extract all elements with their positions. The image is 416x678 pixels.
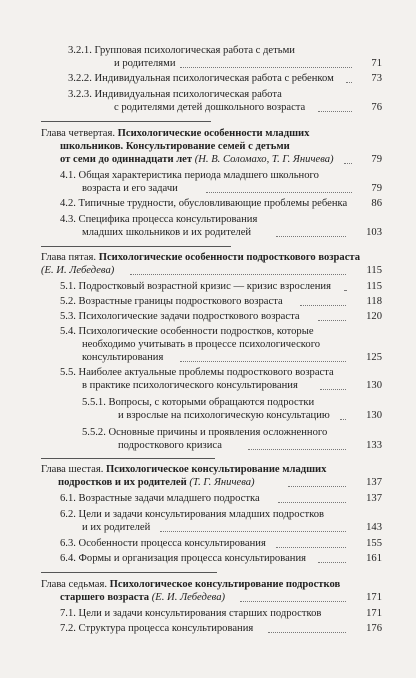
toc-entry-6-1 [60, 492, 260, 506]
dot-leader [276, 236, 346, 237]
chapter-prefix: Глава четвертая. [41, 128, 115, 139]
entry-title: Типичные трудности, обусловливающие проблемы ребенка [78, 198, 348, 209]
entry-number: 4.3. [60, 214, 76, 225]
chapter-authors: (Т. Г. Яничева) [189, 477, 255, 488]
chapter-title: Психологические особенности младших [117, 128, 310, 139]
page-number: 130 [366, 380, 382, 391]
page-number: 120 [366, 311, 382, 322]
entry-number: 6.2. [60, 509, 76, 520]
chapter-6-heading [41, 463, 326, 477]
toc-entry-5-2 [60, 295, 283, 309]
toc-entry-5-5-1 [82, 396, 314, 410]
toc-entry-3-2-1 [68, 44, 295, 58]
entry-title: Специфика процесса консультирования [78, 214, 258, 225]
entry-number: 7.1. [60, 608, 76, 619]
chapter-rule [41, 121, 211, 122]
page-number: 79 [371, 154, 382, 165]
dot-leader [318, 111, 352, 112]
page-number: 130 [366, 410, 382, 421]
chapter-5-heading [41, 251, 360, 265]
page-number: 76 [371, 102, 382, 113]
entry-title: Возрастные задачи младшего подростка [78, 493, 260, 504]
chapter-4-title-end [60, 153, 334, 167]
entry-title: Общая характеристика периода младшего школьного [78, 170, 319, 181]
chapter-prefix: Глава шестая. [41, 464, 104, 475]
toc-entry-6-4 [60, 552, 306, 566]
page-number: 115 [366, 265, 382, 276]
toc-entry-5-5-1-cont [118, 409, 330, 423]
page-number: 103 [366, 227, 382, 238]
page-number: 115 [366, 281, 382, 292]
entry-number: 5.2. [60, 296, 76, 307]
toc-entry-5-5 [60, 366, 334, 380]
toc-entry-5-5-2-cont [118, 439, 222, 453]
dot-leader [344, 290, 346, 291]
entry-title: Структура процесса консультирования [78, 623, 254, 634]
page-number: 137 [366, 493, 382, 504]
dot-leader [320, 389, 346, 390]
page-number: 143 [366, 522, 382, 533]
entry-title: Вопросы, с которыми обращаются подростки [108, 397, 315, 408]
entry-title: Особенности процесса консультирования [78, 538, 266, 549]
chapter-rule [41, 572, 217, 573]
dot-leader [160, 531, 346, 532]
chapter-rule [41, 246, 231, 247]
entry-number: 6.3. [60, 538, 76, 549]
chapter-title-cont: старшего возраста [60, 592, 150, 603]
entry-title: Цели и задачи консультирования старших подростков [78, 608, 322, 619]
toc-entry-5-4-end [82, 351, 163, 365]
chapter-title-cont: школьников. Консультирование семей с детьми [60, 141, 290, 152]
entry-title-end: консультирования [82, 352, 164, 363]
entry-number: 4.1. [60, 170, 76, 181]
dot-leader [180, 67, 352, 68]
toc-entry-4-1 [60, 169, 319, 183]
entry-number: 6.4. [60, 553, 76, 564]
chapter-7-heading [41, 578, 340, 592]
chapter-title: Психологическое консультирование подростков [109, 579, 341, 590]
page-number: 137 [366, 477, 382, 488]
page-number: 79 [371, 183, 382, 194]
dot-leader [180, 361, 346, 362]
dot-leader [240, 601, 346, 602]
chapter-rule [41, 458, 215, 459]
entry-number: 5.1. [60, 281, 76, 292]
entry-title-cont: и их родителей [82, 522, 151, 533]
page-number: 171 [366, 608, 382, 619]
page-number: 73 [371, 73, 382, 84]
dot-leader [318, 320, 346, 321]
chapter-authors: (Н. В. Соломахо, Т. Г. Яничева) [194, 154, 334, 165]
page-number: 176 [366, 623, 382, 634]
entry-number: 7.2. [60, 623, 76, 634]
entry-title-cont: в практике психологического консультирования [82, 380, 298, 391]
entry-title: Подростковый возрастной кризис — кризис взросления [78, 281, 331, 292]
entry-number: 5.4. [60, 326, 76, 337]
page-number: 133 [366, 440, 382, 451]
toc-entry-7-2 [60, 622, 253, 636]
entry-title: Индивидуальная психологическая работа [94, 89, 282, 100]
chapter-5-authors [41, 264, 114, 278]
entry-number: 5.5.2. [82, 427, 106, 438]
dot-leader [268, 632, 346, 633]
toc-entry-4-1-cont [82, 182, 178, 196]
toc-entry-5-1 [60, 280, 331, 294]
dot-leader [300, 305, 346, 306]
chapter-authors: (Е. И. Лебедева) [41, 265, 115, 276]
dot-leader [346, 82, 352, 83]
toc-entry-6-2-cont [82, 521, 150, 535]
entry-title-cont: необходимо учитывать в процессе психологического [82, 339, 321, 350]
chapter-7-title-cont [60, 591, 225, 605]
dot-leader [278, 502, 346, 503]
entry-title: Основные причины и проявления осложненного [108, 427, 328, 438]
toc-entry-4-2 [60, 197, 347, 211]
page-number: 86 [371, 198, 382, 209]
entry-title: Психологические задачи подросткового возраста [78, 311, 300, 322]
chapter-title-cont: подростков и их родителей [58, 477, 187, 488]
chapter-4-heading [41, 127, 309, 141]
entry-title-cont: с родителями детей дошкольного возраста [114, 102, 306, 113]
dot-leader [248, 449, 346, 450]
entry-title-cont: младших школьников и их родителей [82, 227, 252, 238]
toc-entry-6-2 [60, 508, 324, 522]
entry-number: 5.5. [60, 367, 76, 378]
dot-leader [344, 163, 352, 164]
entry-number: 4.2. [60, 198, 76, 209]
entry-number: 5.3. [60, 311, 76, 322]
entry-number: 3.2.3. [68, 89, 92, 100]
page-number: 71 [371, 58, 382, 69]
chapter-prefix: Глава пятая. [41, 252, 97, 263]
entry-title: Групповая психологическая работа с детьми [94, 45, 295, 56]
page-number: 125 [366, 352, 382, 363]
page-number: 161 [366, 553, 382, 564]
entry-number: 3.2.2. [68, 73, 92, 84]
toc-entry-7-1 [60, 607, 321, 621]
toc-entry-5-4 [60, 325, 314, 339]
entry-title: Цели и задачи консультирования младших подростков [78, 509, 325, 520]
toc-entry-4-3 [60, 213, 257, 227]
entry-title: Возрастные границы подросткового возраста [78, 296, 283, 307]
toc-entry-5-3 [60, 310, 300, 324]
toc-entry-3-2-2 [68, 72, 334, 86]
entry-title: Наиболее актуальные проблемы подросткового возраста [78, 367, 334, 378]
toc-entry-4-3-cont [82, 226, 251, 240]
entry-title-cont: и взрослые на психологическую консультацию [118, 410, 330, 421]
entry-number: 6.1. [60, 493, 76, 504]
dot-leader [340, 419, 346, 420]
chapter-authors: (Е. И. Лебедева) [151, 592, 226, 603]
toc-entry-5-5-2 [82, 426, 327, 440]
toc-entry-3-2-1-cont [114, 57, 176, 71]
chapter-prefix: Глава седьмая. [41, 579, 107, 590]
toc-entry-5-4-cont [82, 338, 320, 352]
dot-leader [318, 562, 346, 563]
chapter-title-end: от семи до одиннадцати лет [60, 154, 193, 165]
entry-title: Индивидуальная психологическая работа с ребенком [94, 73, 334, 84]
toc-entry-5-5-cont [82, 379, 298, 393]
chapter-4-title-cont [60, 140, 290, 154]
entry-title: Формы и организация процесса консультирования [78, 553, 306, 564]
toc-entry-3-2-3-cont [114, 101, 305, 115]
toc-entry-3-2-3 [68, 88, 282, 102]
chapter-title: Психологические особенности подросткового возраста [98, 252, 361, 263]
page-number: 155 [366, 538, 382, 549]
dot-leader [206, 192, 352, 193]
page-number: 171 [366, 592, 382, 603]
toc-entry-6-3 [60, 537, 266, 551]
entry-number: 3.2.1. [68, 45, 92, 56]
dot-leader [130, 274, 346, 275]
entry-title-cont: возраста и его задачи [82, 183, 178, 194]
dot-leader [276, 547, 346, 548]
chapter-title: Психологическое консультирование младших [106, 464, 327, 475]
dot-leader [288, 486, 346, 487]
entry-title-cont: и родителями [114, 58, 176, 69]
entry-number: 5.5.1. [82, 397, 106, 408]
page-number: 118 [366, 296, 382, 307]
entry-title-cont: подросткового кризиса [118, 440, 222, 451]
chapter-6-title-cont [58, 476, 255, 490]
entry-title: Психологические особенности подростков, которые [78, 326, 314, 337]
